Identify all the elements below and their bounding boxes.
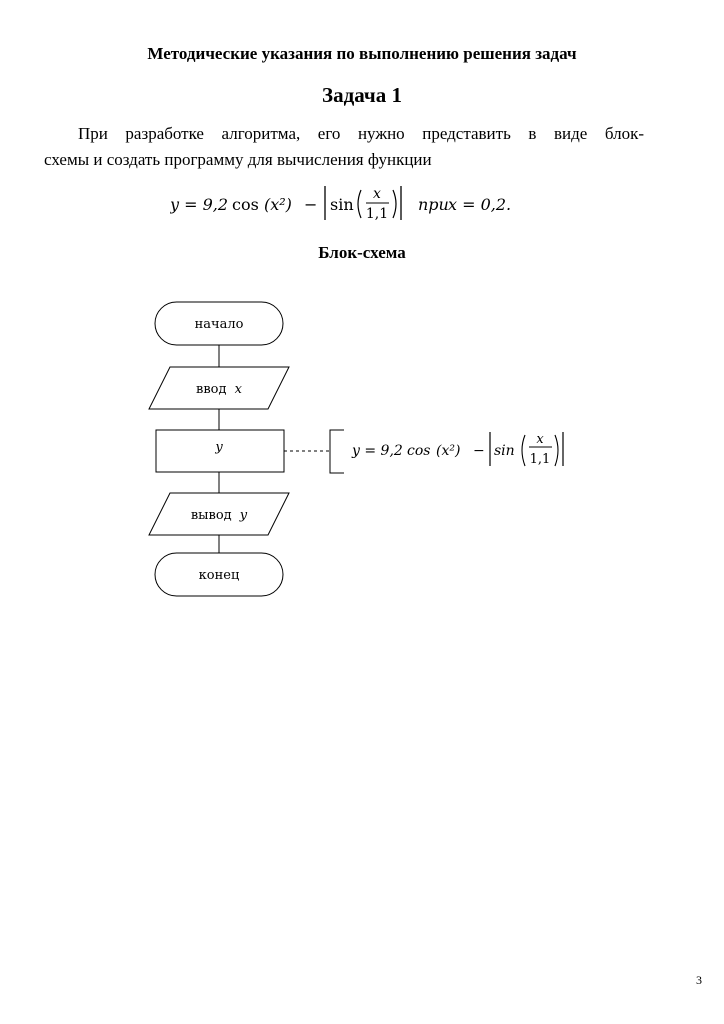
- diagram-title: Блок-схема: [318, 243, 406, 262]
- formula-frac-num: x: [373, 186, 381, 202]
- formula-minus: −: [304, 195, 318, 214]
- end-label: конец: [198, 568, 240, 583]
- formula-x-value: x = 0,2.: [448, 195, 512, 214]
- formula-frac-den: 1,1: [365, 206, 389, 222]
- comment-frac-den: 1,1: [529, 452, 551, 467]
- page-header: Методические указания по выполнению решения задач: [147, 44, 577, 63]
- task-title: Задача 1: [322, 83, 402, 107]
- input-var: x: [234, 382, 242, 397]
- formula-cos: cos: [232, 195, 259, 214]
- comment-minus: −: [473, 443, 485, 459]
- comment-bracket: [330, 430, 344, 473]
- task-description-line-1: При разработке алгоритма, его нужно представить в виде блок-: [78, 124, 644, 143]
- comment-sin: sin: [494, 443, 515, 459]
- formula-x-squared: (x²): [264, 195, 292, 214]
- comment-paren-right: [555, 435, 558, 466]
- task-description-line-2: схемы и создать программу для вычисления функции: [44, 150, 432, 169]
- formula-sin: sin: [330, 195, 354, 214]
- start-label: начало: [194, 317, 244, 332]
- formula-condition: при: [418, 195, 449, 214]
- comment-formula: [351, 432, 563, 467]
- input-text: [196, 382, 243, 397]
- process-label: y: [215, 440, 223, 455]
- output-label: вывод: [190, 508, 232, 523]
- output-text: [191, 508, 248, 523]
- comment-frac-num: x: [536, 432, 544, 447]
- page-number: 3: [696, 973, 702, 987]
- comment-x-squared: (x²): [436, 443, 461, 459]
- formula-lhs: y = 9,2: [170, 195, 229, 214]
- comment-cos: cos: [407, 443, 431, 459]
- comment-paren-left: [522, 435, 525, 466]
- comment-lhs: y = 9,2: [352, 443, 403, 459]
- input-label: ввод: [196, 382, 227, 397]
- output-var: y: [239, 508, 248, 523]
